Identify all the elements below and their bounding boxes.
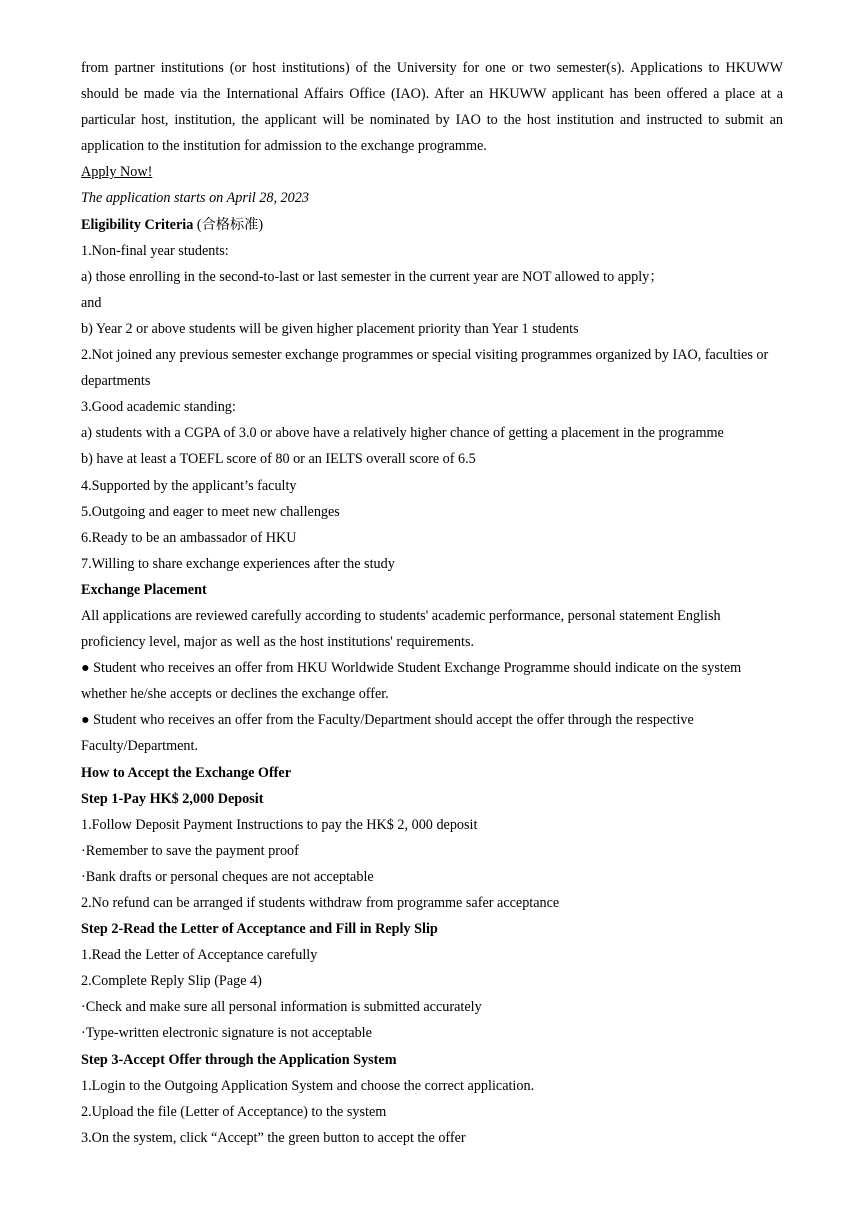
eligibility-item: 3.Good academic standing: [81,399,236,416]
accept-heading: How to Accept the Exchange Offer [81,764,292,781]
step-item: 2.No refund can be arranged if students withdraw from programme safer acceptance [81,895,560,911]
eligibility-item: 7.Willing to share exchange experiences after the study [81,555,395,572]
eligibility-item: 4.Supported by the applicant’s faculty [81,477,297,494]
eligibility-item: a) students with a CGPA of 3.0 or above have a relatively higher chance of getting a placement in the programme [81,425,724,442]
eligibility-heading-cn: (合格标准) [193,216,264,233]
eligibility-item: b) have at least a TOEFL score of 80 or an IELTS overall score of 6.5 [81,451,476,468]
placement-heading: Exchange Placement [81,581,207,598]
document-page [81,55,783,1151]
step-item: ·Check and make sure all personal information is submitted accurately [81,999,482,1016]
eligibility-item: a) those enrolling in the second-to-last or last semester in the current year are NOT allowed to apply； [81,268,664,285]
step-item: 1.Login to the Outgoing Application System and choose the correct application. [81,1077,535,1094]
eligibility-item: 5.Outgoing and eager to meet new challenges [81,503,340,520]
step-item: 2.Complete Reply Slip (Page 4) [81,973,262,990]
placement-bullet: ● Student who receives an offer from HKU Worldwide Student Exchange Programme should indicate on the system whether he/she accepts or declines the exchange offer. [81,660,742,703]
eligibility-heading [81,212,783,238]
apply-now-link[interactable]: Apply Now! [81,164,153,181]
eligibility-item: 6.Ready to be an ambassador of HKU [81,529,297,546]
step-title: Step 2-Read the Letter of Acceptance and Fill in Reply Slip [81,921,438,938]
step-title: Step 1-Pay HK$ 2,000 Deposit [81,790,264,807]
placement-paragraph: All applications are reviewed carefully according to students' academic performance, personal statement English proficiency level, major as well as the host institutions' requirements. [81,607,721,651]
placement-bullet: ● Student who receives an offer from the Faculty/Department should accept the offer through the respective Faculty/Department. [81,712,694,755]
step-item: 1.Follow Deposit Payment Instructions to pay the HK$ 2, 000 deposit [81,816,478,833]
step-item: 3.On the system, click “Accept” the green button to accept the offer [81,1129,466,1146]
application-start-date: The application starts on April 28, 2023 [81,190,309,207]
eligibility-item: b) Year 2 or above students will be given higher placement priority than Year 1 students [81,320,579,337]
step-title: Step 3-Accept Offer through the Application System [81,1051,397,1068]
intro-paragraph: from partner institutions (or host institutions) of the University for one or two semester(s). Applications to HKUWW should be made via the International Affairs Office (IAO). After an HKUWW applicant has been offered a place at a particular host, institution, the applicant will be nominated by IAO to the host institution and instructed to submit an application to the institution for admission to the exchange programme. [81,60,783,155]
step-item: ·Type-written electronic signature is not acceptable [81,1025,372,1042]
eligibility-item: 1.Non-final year students: [81,242,229,259]
eligibility-heading-text: Eligibility Criteria [81,216,194,233]
step-item: ·Bank drafts or personal cheques are not acceptable [81,868,374,885]
step-item: ·Remember to save the payment proof [81,842,299,859]
eligibility-item: and [81,294,102,311]
step-item: 1.Read the Letter of Acceptance carefully [81,947,318,964]
step-item: 2.Upload the file (Letter of Acceptance) to the system [81,1103,387,1120]
eligibility-item: 2.Not joined any previous semester exchange programmes or special visiting programmes organized by IAO, faculties or departments [81,347,769,390]
